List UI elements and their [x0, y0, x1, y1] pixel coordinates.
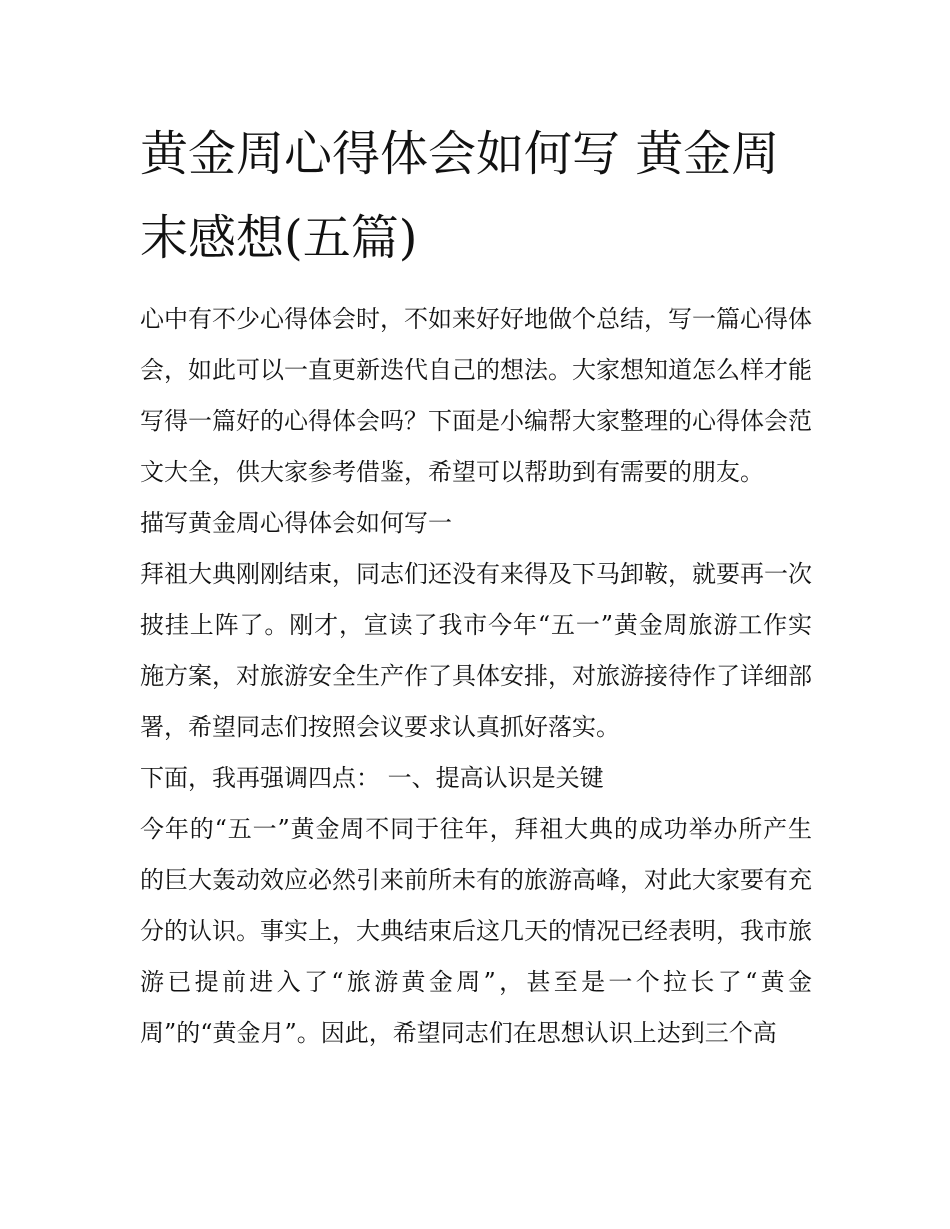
body-paragraph: 今年的“五一”黄金周不同于往年，拜祖大典的成功举办所产生的巨大轰动效应必然引来前所未有的旅游高峰，对此大家要有充分的认识。事实上，大典结束后这几天的情况已经表明，我市旅游已提前进入了“旅游黄金周”，甚至是一个拉长了“黄金周”的“黄金月”。因此，希望同志们在思想认识上达到三个高	[140, 815, 812, 1047]
document-body	[140, 294, 812, 1059]
document-page	[140, 112, 812, 1059]
points-heading: 下面，我再强调四点： 一、提高认识是关键	[140, 764, 604, 792]
body-paragraph: 拜祖大典刚刚结束，同志们还没有来得及下马卸鞍，就要再一次披挂上阵了。刚才，宣读了我市今年“五一”黄金周旅游工作实施方案，对旅游安全生产作了具体安排，对旅游接待作了详细部署，希望同志们按照会议要求认真抓好落实。	[140, 560, 812, 741]
section-heading: 描写黄金周心得体会如何写一	[140, 509, 452, 537]
document-title: 黄金周心得体会如何写 黄金周 末感想(五篇)	[140, 126, 780, 266]
intro-paragraph: 心中有不少心得体会时，不如来好好地做个总结，写一篇心得体会，如此可以一直更新迭代自己的想法。大家想知道怎么样才能写得一篇好的心得体会吗？下面是小编帮大家整理的心得体会范文大全，供大家参考借鉴，希望可以帮助到有需要的朋友。	[140, 305, 812, 486]
